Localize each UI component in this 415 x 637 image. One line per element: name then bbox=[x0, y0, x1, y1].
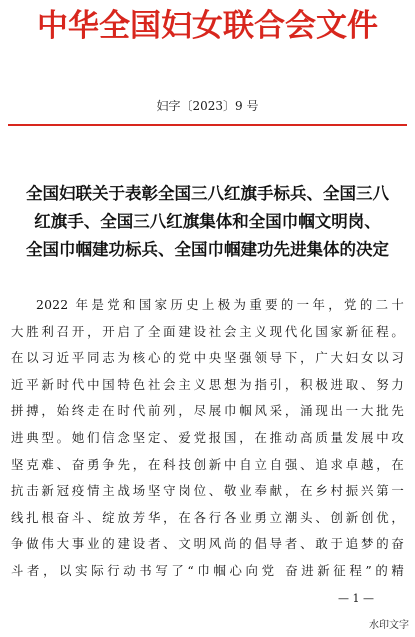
document-number: 妇字〔2023〕9 号 bbox=[156, 99, 259, 113]
document-title bbox=[10, 180, 405, 264]
body-text-line: 争做伟大事业的建设者、文明风尚的倡导者、敢于追梦的奋 bbox=[11, 536, 404, 552]
body-text-line: 坚克难、奋勇争先，在科技创新中自立自强、追求卓越，在 bbox=[11, 456, 404, 472]
body-text-line: 在以习近平同志为核心的党中央坚强领导下，广大妇女以习 bbox=[11, 350, 404, 366]
body-text-line: 大胜利召开，开启了全面建设社会主义现代化国家新征程。 bbox=[11, 323, 404, 339]
page-number: — 1 — bbox=[338, 592, 374, 605]
red-separator-line bbox=[8, 124, 407, 126]
body-text-line: 进典型。她们信念坚定、爱党报国，在推动高质量发展中攻 bbox=[11, 429, 404, 445]
body-text-line: 近平新时代中国特色社会主义思想为指引，积极进取、努力 bbox=[11, 376, 404, 392]
body-text-line: 斗者，以实际行动书写了“巾帼心向党 奋进新征程”的精 bbox=[11, 562, 404, 578]
title-line: 全国妇联关于表彰全国三八红旗手标兵、全国三八 bbox=[26, 184, 389, 203]
body-text-line: 抗击新冠疫情主战场坚守岗位、敬业奉献，在乡村振兴第一 bbox=[11, 483, 404, 499]
body-text-line: 拼搏，始终走在时代前列，尽展巾帼风采，涌现出一大批先 bbox=[11, 403, 404, 419]
body-text-line: 2022 年是党和国家历史上极为重要的一年，党的二十 bbox=[36, 297, 404, 312]
title-line: 全国巾帼建功标兵、全国巾帼建功先进集体的决定 bbox=[26, 240, 389, 259]
document-body bbox=[11, 292, 404, 585]
document-masthead: 中华全国妇女联合会文件 bbox=[37, 8, 378, 44]
body-text-line: 线扎根奋斗、绽放芳华，在各行各业勇立潮头、创新创优， bbox=[11, 509, 404, 525]
title-line: 红旗手、全国三八红旗集体和全国巾帼文明岗、 bbox=[34, 212, 381, 231]
watermark-text: 水印文字 bbox=[369, 620, 409, 631]
